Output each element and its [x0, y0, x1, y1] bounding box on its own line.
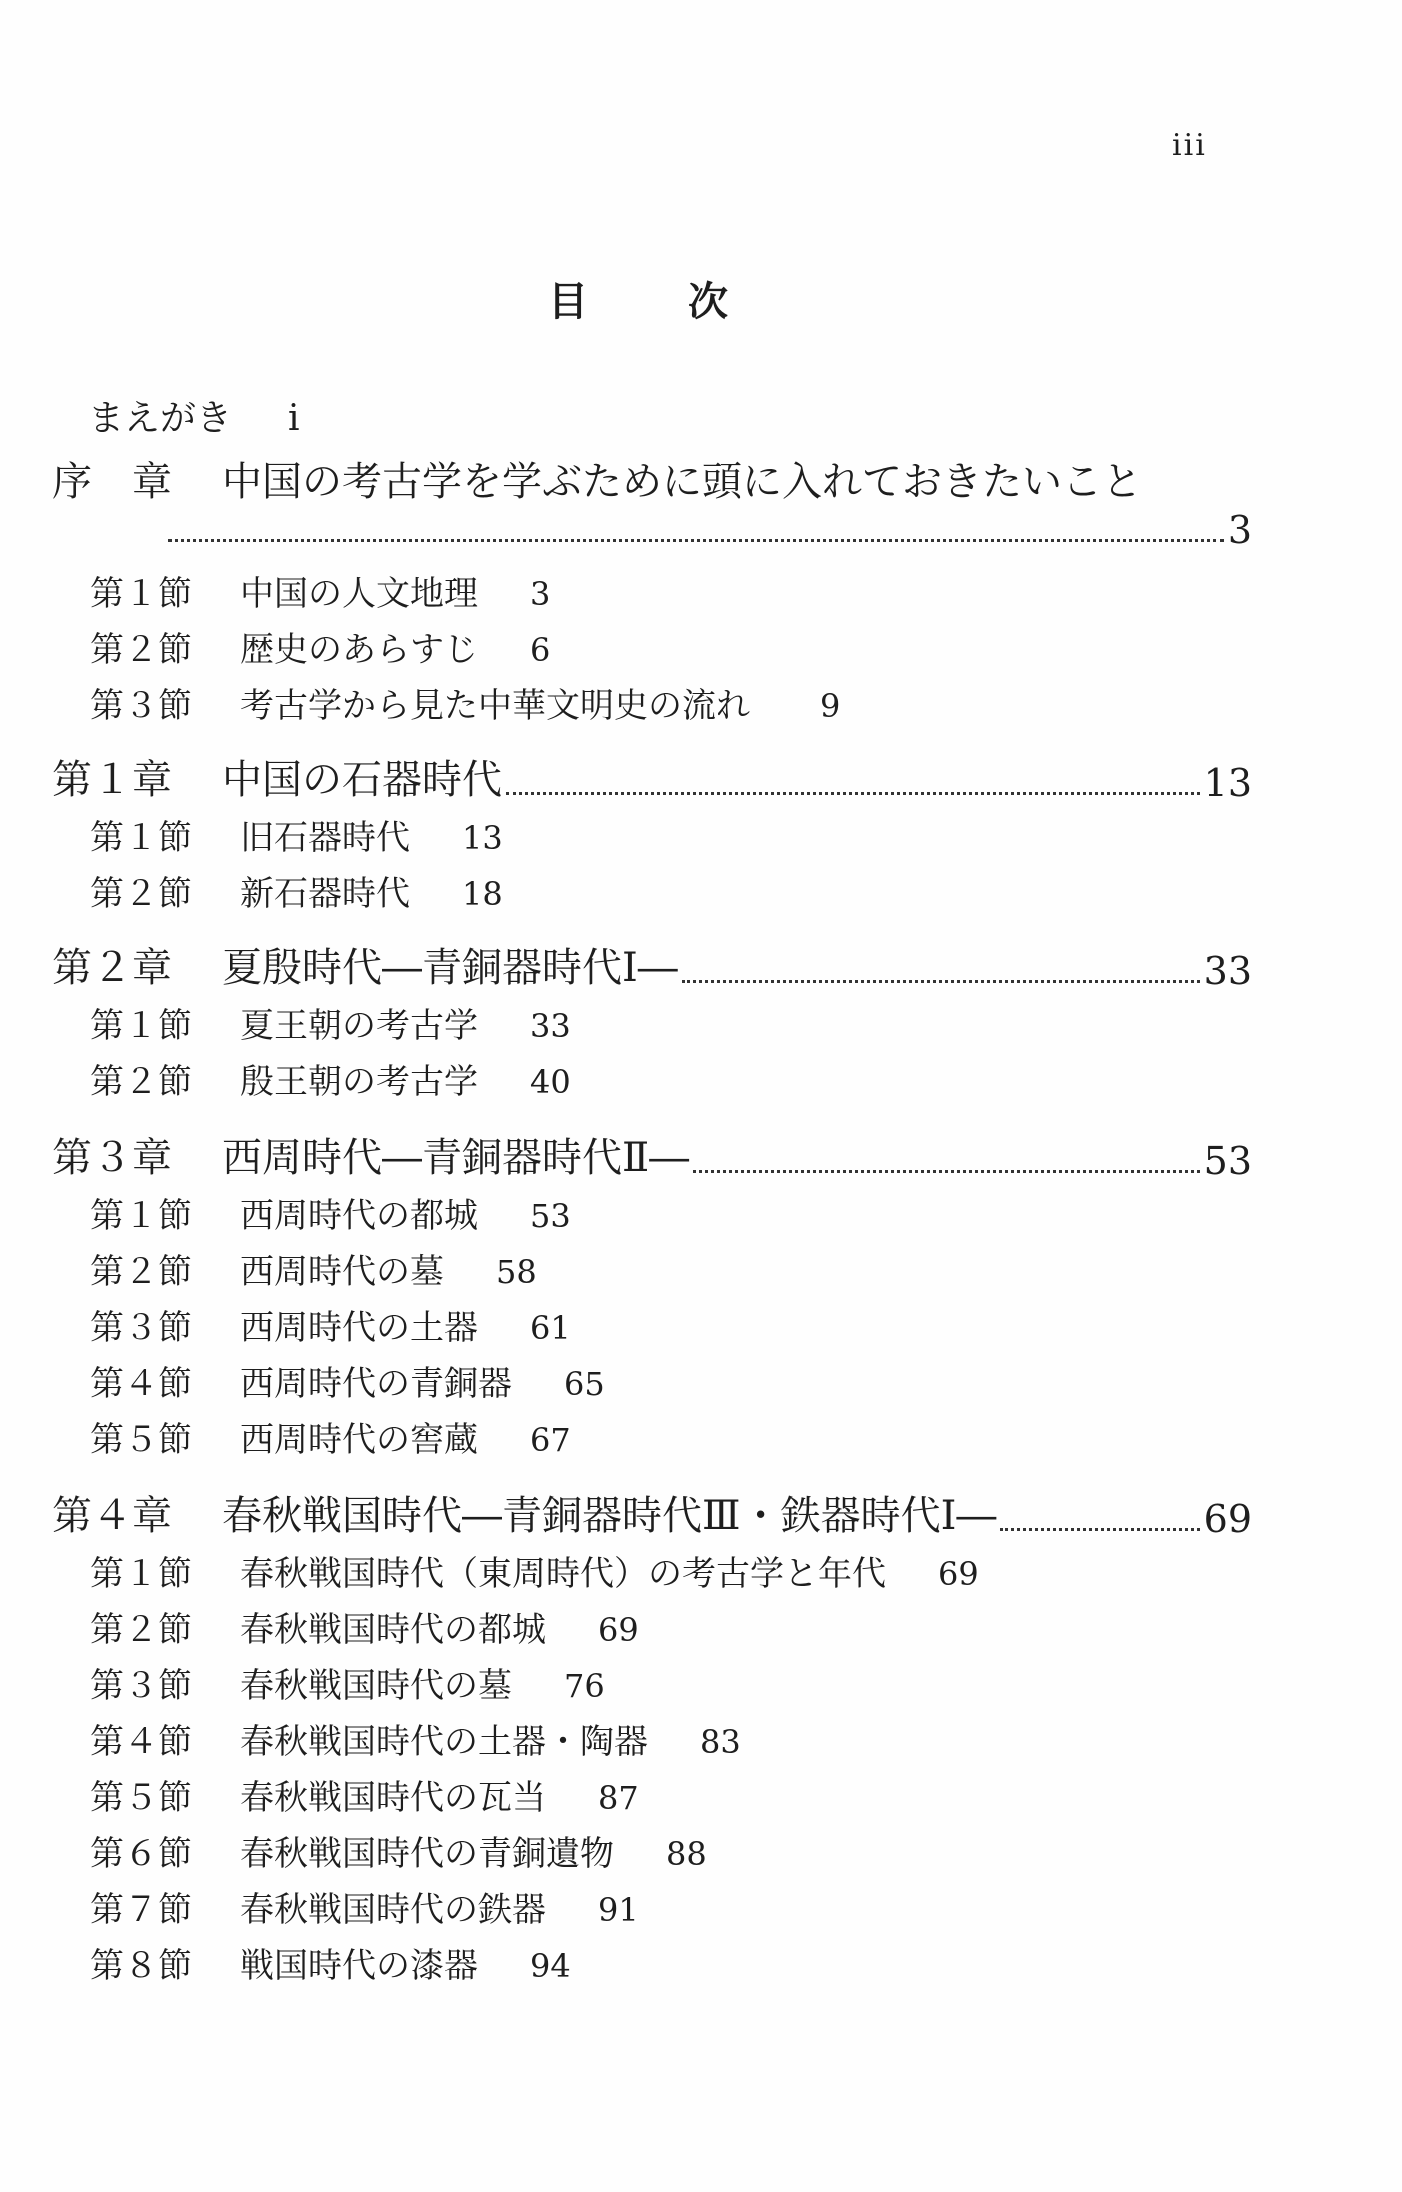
section-title: 春秋戦国時代の鉄器 [240, 1890, 546, 1930]
section-entry [90, 1300, 571, 1349]
section-number: 第１節 [90, 574, 192, 614]
section-page: 65 [564, 1365, 605, 1403]
chapter-title: 中国の考古学を学ぶために頭に入れておきたいこと [222, 459, 1142, 505]
section-number: 第５節 [90, 1420, 192, 1460]
section-title: 春秋戦国時代の青銅遺物 [240, 1834, 614, 1874]
section-entry [90, 622, 550, 671]
chapter-title: 西周時代―青銅器時代Ⅱ― [222, 1135, 690, 1181]
preface-page: i [288, 398, 300, 439]
page-number: iii [1172, 128, 1207, 163]
section-entry [90, 1770, 639, 1819]
section-title: 西周時代の墓 [240, 1252, 444, 1292]
section-number: 第６節 [90, 1834, 192, 1874]
chapter-entry [52, 1126, 1252, 1183]
section-title: 春秋戦国時代の土器・陶器 [240, 1722, 648, 1762]
section-title: 春秋戦国時代（東周時代）の考古学と年代 [240, 1554, 886, 1594]
section-entry [90, 1602, 639, 1651]
section-number: 第４節 [90, 1364, 192, 1404]
section-entry [90, 1658, 605, 1707]
chapter-entry [52, 936, 1252, 993]
section-page: 94 [530, 1947, 571, 1985]
section-page: 61 [530, 1309, 571, 1347]
section-page: 58 [496, 1253, 537, 1291]
section-entry [90, 1882, 639, 1931]
section-page: 9 [820, 687, 841, 725]
chapter-number: 第４章 [52, 1493, 172, 1539]
section-title: 殷王朝の考古学 [240, 1062, 478, 1102]
section-number: 第７節 [90, 1890, 192, 1930]
section-number: 第３節 [90, 686, 192, 726]
section-page: 83 [700, 1723, 741, 1761]
section-entry [90, 1546, 979, 1595]
section-entry [90, 1714, 741, 1763]
chapter-title: 春秋戦国時代―青銅器時代Ⅲ・鉄器時代Ⅰ― [222, 1493, 997, 1539]
section-title: 春秋戦国時代の瓦当 [240, 1778, 546, 1818]
section-number: 第２節 [90, 1610, 192, 1650]
section-number: 第３節 [90, 1308, 192, 1348]
section-number: 第２節 [90, 874, 192, 914]
section-entry [90, 1938, 571, 1987]
chapter-title: 夏殷時代―青銅器時代Ⅰ― [222, 945, 678, 991]
section-page: 67 [530, 1421, 571, 1459]
section-entry [90, 566, 550, 615]
preface-entry [88, 390, 300, 441]
section-page: 53 [530, 1197, 571, 1235]
section-entry [90, 1412, 571, 1461]
chapter-page: 69 [1203, 1497, 1252, 1541]
dot-leader [693, 1170, 1199, 1173]
toc-title [548, 270, 728, 327]
section-page: 76 [564, 1667, 605, 1705]
section-title: 旧石器時代 [240, 818, 410, 858]
section-title: 西周時代の窖蔵 [240, 1420, 478, 1460]
section-entry [90, 810, 503, 859]
section-page: 18 [462, 875, 503, 913]
section-number: 第２節 [90, 630, 192, 670]
section-entry [90, 678, 840, 727]
section-page: 69 [938, 1555, 979, 1593]
chapter-leader-line [168, 508, 1252, 552]
section-number: 第１節 [90, 1554, 192, 1594]
chapter-title: 中国の石器時代 [222, 757, 502, 803]
section-page: 40 [530, 1063, 571, 1101]
section-entry [90, 866, 503, 915]
section-number: 第１節 [90, 1006, 192, 1046]
section-entry [90, 1356, 605, 1405]
section-title: 西周時代の都城 [240, 1196, 478, 1236]
section-title: 考古学から見た中華文明史の流れ [240, 686, 750, 726]
section-page: 33 [530, 1007, 571, 1045]
section-number: 第３節 [90, 1666, 192, 1706]
section-title: 新石器時代 [240, 874, 410, 914]
section-page: 87 [598, 1779, 639, 1817]
chapter-page: 3 [1227, 508, 1252, 552]
dot-leader [168, 539, 1224, 542]
dot-leader [1000, 1528, 1199, 1531]
chapter-entry [52, 450, 1252, 507]
chapter-page: 33 [1203, 949, 1252, 993]
section-number: 第１節 [90, 1196, 192, 1236]
section-title: 春秋戦国時代の都城 [240, 1610, 546, 1650]
section-entry [90, 1188, 571, 1237]
section-title: 歴史のあらすじ [240, 630, 478, 670]
section-page: 13 [462, 819, 503, 857]
section-entry [90, 1244, 537, 1293]
section-page: 6 [530, 631, 551, 669]
section-page: 3 [530, 575, 551, 613]
section-title: 夏王朝の考古学 [240, 1006, 478, 1046]
chapter-entry [52, 1484, 1252, 1541]
section-title: 中国の人文地理 [240, 574, 478, 614]
section-title: 春秋戦国時代の墓 [240, 1666, 512, 1706]
section-title: 西周時代の土器 [240, 1308, 478, 1348]
section-number: 第５節 [90, 1778, 192, 1818]
section-number: 第２節 [90, 1252, 192, 1292]
section-page: 88 [666, 1835, 707, 1873]
section-page: 69 [598, 1611, 639, 1649]
chapter-page: 13 [1203, 761, 1252, 805]
chapter-number: 第１章 [52, 757, 172, 803]
chapter-page: 53 [1203, 1139, 1252, 1183]
section-page: 91 [598, 1891, 639, 1929]
section-title: 戦国時代の漆器 [240, 1946, 478, 1986]
toc-title-char-2: 次 [688, 279, 728, 325]
preface-label: まえがき [88, 398, 233, 439]
chapter-number: 序 章 [52, 459, 172, 505]
chapter-number: 第３章 [52, 1135, 172, 1181]
chapter-number: 第２章 [52, 945, 172, 991]
dot-leader [682, 980, 1200, 983]
section-number: 第４節 [90, 1722, 192, 1762]
section-entry [90, 1054, 571, 1103]
section-title: 西周時代の青銅器 [240, 1364, 512, 1404]
toc-title-char-1: 目 [548, 279, 588, 325]
dot-leader [506, 792, 1200, 795]
section-number: 第１節 [90, 818, 192, 858]
chapter-entry [52, 748, 1252, 805]
section-entry [90, 998, 571, 1047]
section-number: 第２節 [90, 1062, 192, 1102]
section-number: 第８節 [90, 1946, 192, 1986]
section-entry [90, 1826, 707, 1875]
